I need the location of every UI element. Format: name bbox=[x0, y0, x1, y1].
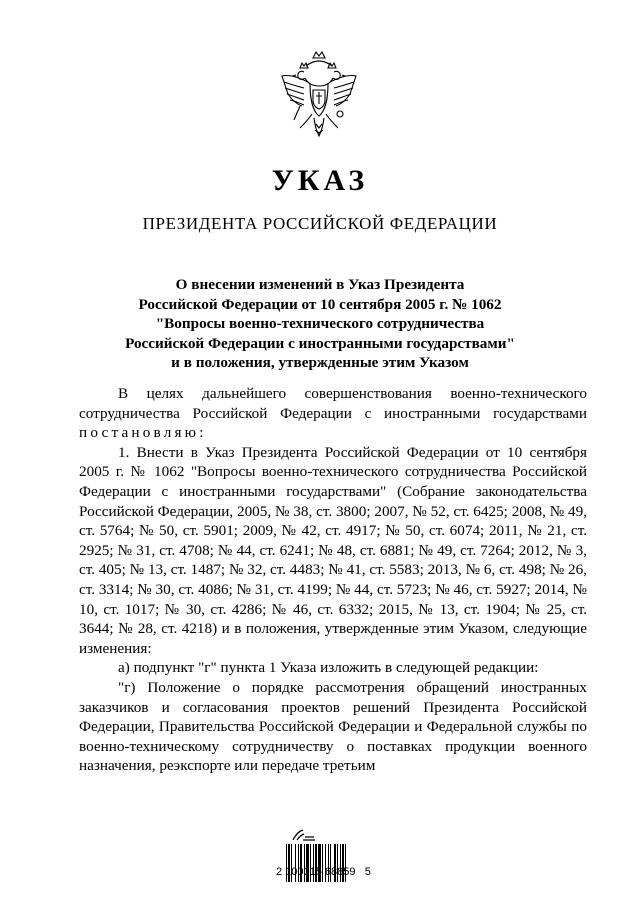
decree-word: постановляю: bbox=[79, 424, 207, 442]
title-line: и в положения, утвержденные этим Указом bbox=[171, 354, 469, 371]
quoted-paragraph: "г) Положение о порядке рассмотрения обращений иностранных заказчиков и согласования проектов решений Президента Российской Федерации, Правительства Российской Федерации и Федеральной службы по военно-техническому сотрудничеству о поставках продукции военного назначения, реэкспорте или передаче третьим bbox=[79, 678, 587, 775]
decree-title bbox=[60, 275, 580, 373]
barcode-number: 2 100015 68859 5 bbox=[276, 866, 371, 878]
issuer-heading: ПРЕЗИДЕНТА РОССИЙСКОЙ ФЕДЕРАЦИИ bbox=[142, 214, 498, 233]
item-1-paragraph: 1. Внести в Указ Президента Российской Федерации от 10 сентября 2005 г. № 1062 "Вопросы военно-технического сотрудничества Российской Федерации с иностранными государствами" (Собрание законодательства Российской Федерации, 2005, № 38, ст. 3800; 2007, № 52, ст. 6425; 2008, № 49, ст. 5764; № 50, ст. 5901; 2009, № 42, ст. 4917; № 50, ст. 6074; 2011, № 21, ст. 2925; № 31, ст. 4708; № 44, ст. 6241; № 48, ст. 6881; № 49, ст. 7264; 2012, № 3, ст. 405; № 13, ст. 1487; № 32, ст. 4483; № 41, ст. 5583; 2013, № 6, ст. 498; № 26, ст. 3314; № 30, ст. 4086; № 31, ст. 4199; № 44, ст. 5723; № 46, ст. 5927; 2014, № 10, ст. 1017; № 30, ст. 4286; № 46, ст. 6332; 2015, № 13, ст. 1904; № 25, ст. 3644; № 28, ст. 4218) и в положения, утвержденные этим Указом, следующие изменения: bbox=[79, 443, 587, 657]
document-type-heading: УКАЗ bbox=[271, 164, 369, 197]
title-line: Российской Федерации с иностранными государствами" bbox=[125, 334, 515, 352]
title-line: "Вопросы военно-технического сотрудничества bbox=[155, 315, 485, 332]
double-headed-eagle-emblem-icon bbox=[276, 48, 362, 140]
preamble-paragraph bbox=[79, 384, 587, 443]
publisher-logo-icon bbox=[291, 828, 317, 842]
preamble-text: В целях дальнейшего совершенствования военно-технического сотрудничества Российской Федерации с иностранными государствами bbox=[79, 385, 587, 422]
title-line: Российской Федерации от 10 сентября 2005 г. № 1062 bbox=[138, 295, 502, 313]
title-line: О внесении изменений в Указ Президента bbox=[175, 276, 465, 293]
decree-body bbox=[79, 384, 587, 776]
item-a-paragraph: а) подпункт "г" пункта 1 Указа изложить в следующей редакции: bbox=[118, 659, 539, 677]
